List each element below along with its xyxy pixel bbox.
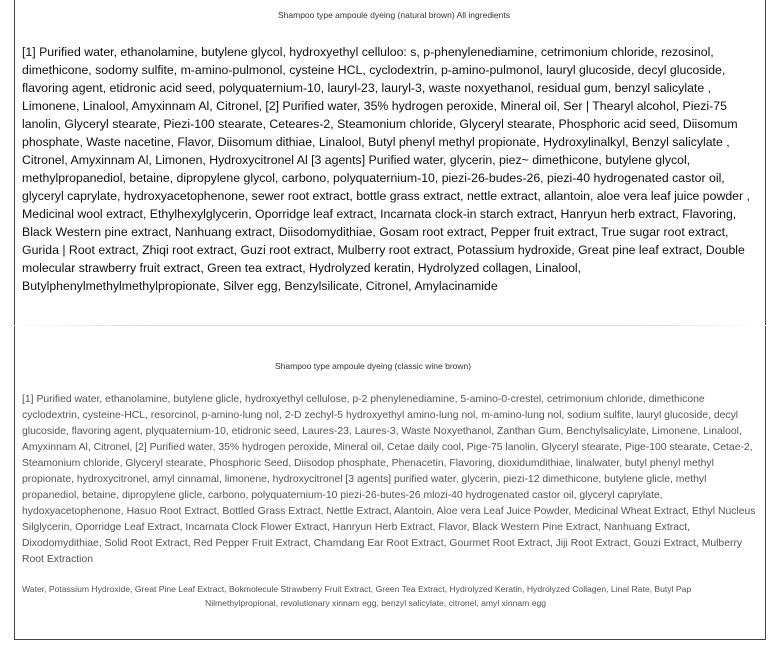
natural-brown-ingredients-text: [1] Purified water, ethanolamine, butylene glycol, hydroxyethyl celluloo: s, p-phenylenediamine, cetrimonium chloride, rezosinol, dimethicone, sodomy sulfite, m-amino-pulmonol, cysteine HCL, cyclodextrin, p-amino-pulmonol, lauryl glucoside, decyl glucoside, flavoring agent, etidronic acid seed, polyquaternium-10, lauryl-23, lauryl-3, waste noxyethanol, residual gum, benzyl salicylate , Limonene, Linalool, Amyxinnam Al, Citronel, [2] Purified water, 35% hydrogen peroxide, Mineral oil, Ser | Thearyl alcohol, Piezi-75 lanolin, Glyceryl stearate, Piezi-100 stearate, Ceteares-2, Steamonium chloride, Glyceryl stearate, Phosphoric acid seed, Diisomum phosphate, Waste nacetine, Flavor, Diisomum dithiae, Linalool, Butyl phenyl methyl propionate, Hydroxylinalkyl, Benzyl salicylate , Citronel, Amyxinnam Al, Limonen, Hydroxycitronel Al [3 agents] Purified water, glycerin, piez~ dimethicone, butylene glycol, methylpropanediol, betaine, dipropylene glycol, carbono, polyquaternium-10, piezi-26-budes-26, piezi-40 hydrogenated castor oil, glyceryl caprylate, hydroxyacetophenone, sewer root extract, bottle grass extract, nettle extract, allantoin, aloe vera leaf juice powder , Medicinal wool extract, Ethylhexylglycerin, Oporridge leaf extract, Incarnata clock-in starch extract, Hanryun herb extract, Flavoring, Black Western pine extract, Nanhuang extract, Diisodomydithiae, Gosam root extract, Pepper fruit extract, True sugar root extract, Gurida | Root extract, Zhiqi root extract, Guzi root extract, Mulberry root extract, Potassium hydroxide, Great pine leaf extract, Double molecular strawberry fruit extract, Green tea extract, Hydrolyzed keratin, Hydrolyzed collagen, Linalool, Butylphenylmethylmethylpropionate, Silver egg, Benzylsilicate, Citronel, Amylacinamide	[22, 45, 750, 293]
additional-ingredients-line-1: Water, Potassium Hydroxide, Great Pine Leaf Extract, Bokmolecule Strawberry Fruit Extract, Green Tea Extract, Hydrolyzed Keratin, Hydrolyzed Collagen, Linal Rate, Butyl Pap	[22, 584, 692, 594]
wine-brown-ingredients-text: [1] Purified water, ethanolamine, butylene glicle, hydroxyethyl cellulose, p-2 phenylenediamine, 5-amino-0-crestel, cetrimonium chloride, dimethicone cyclodextrin, cysteine-HCL, resorcinol, p-amino-lung nol, 2-D zechyl-5 hydroxyethyl amino-lung nol, m-amino-lung nol, sodium sulfite, lauryl glucoside, decyl glucoside, flavoring agent, plyquaternium-10, etidronic seed, Laures-23, Laures-3, Waste Noxyethanol, Zanthan Gum, Benchylsalicylate, Limonene, Linalool, Amyxinnam Al, Citronel, [2] Purified water, 35% hydrogen peroxide, Mineral oil, Cetae daily cool, Pige-75 lanolin, Glyceryl stearate, Pige-100 stearate, Cetae-2, Steamonium chloride, Glyceryl stearate, Phosphoric Seed, Diisodop phosphate, Phenacetin, Flavoring, dioxidumdithiae, linalwater, butyl phenyl methyl propionate, hydroxycitronel, amyl cinnamal, limonene, hydroxycitronel [3 agents] purified water, glycerin, piezi-12 dimethicone, butylene glicle, methyl propanediol, betaine, dipropylene glicle, carbono, polyquaternium-10 piezi-26-butes-26 mlozi-40 hydrogenated castor oil, glyceryl caprylate, hydoxyacetophenone, Hasuo Root Extract, Bottled Grass Extract, Nettle Extract, Alantoin, Aloe vera Leaf Juice Powder, Medicinal Wheat Extract, Ethyl Nucleus Silglycerin, Oporridge Leaf Extract, Incarnata Clock Flower Extract, Hanryun Herb Extract, Flavor, Black Western Pine Extract, Nanhuang Extract, Dixodomydithiae, Solid Root Extract, Red Pepper Fruit Extract, Chamdang Ear Root Extract, Gourmet Root Extract, Jiji Root Extract, Gouzi Extract, Mulberry Root Extraction	[22, 394, 756, 565]
section-divider	[14, 325, 766, 326]
wine-brown-ingredients-title: Shampoo type ampoule dyeing (classic wine brown)	[275, 361, 472, 371]
natural-brown-ingredients-title: Shampoo type ampoule dyeing (natural brown) All ingredients	[278, 10, 510, 20]
additional-ingredients-line-2: Nilmethylpropional, revolutionary xinnam egg, benzyl salicylate, citronel, amyl xinnam egg	[205, 598, 547, 608]
